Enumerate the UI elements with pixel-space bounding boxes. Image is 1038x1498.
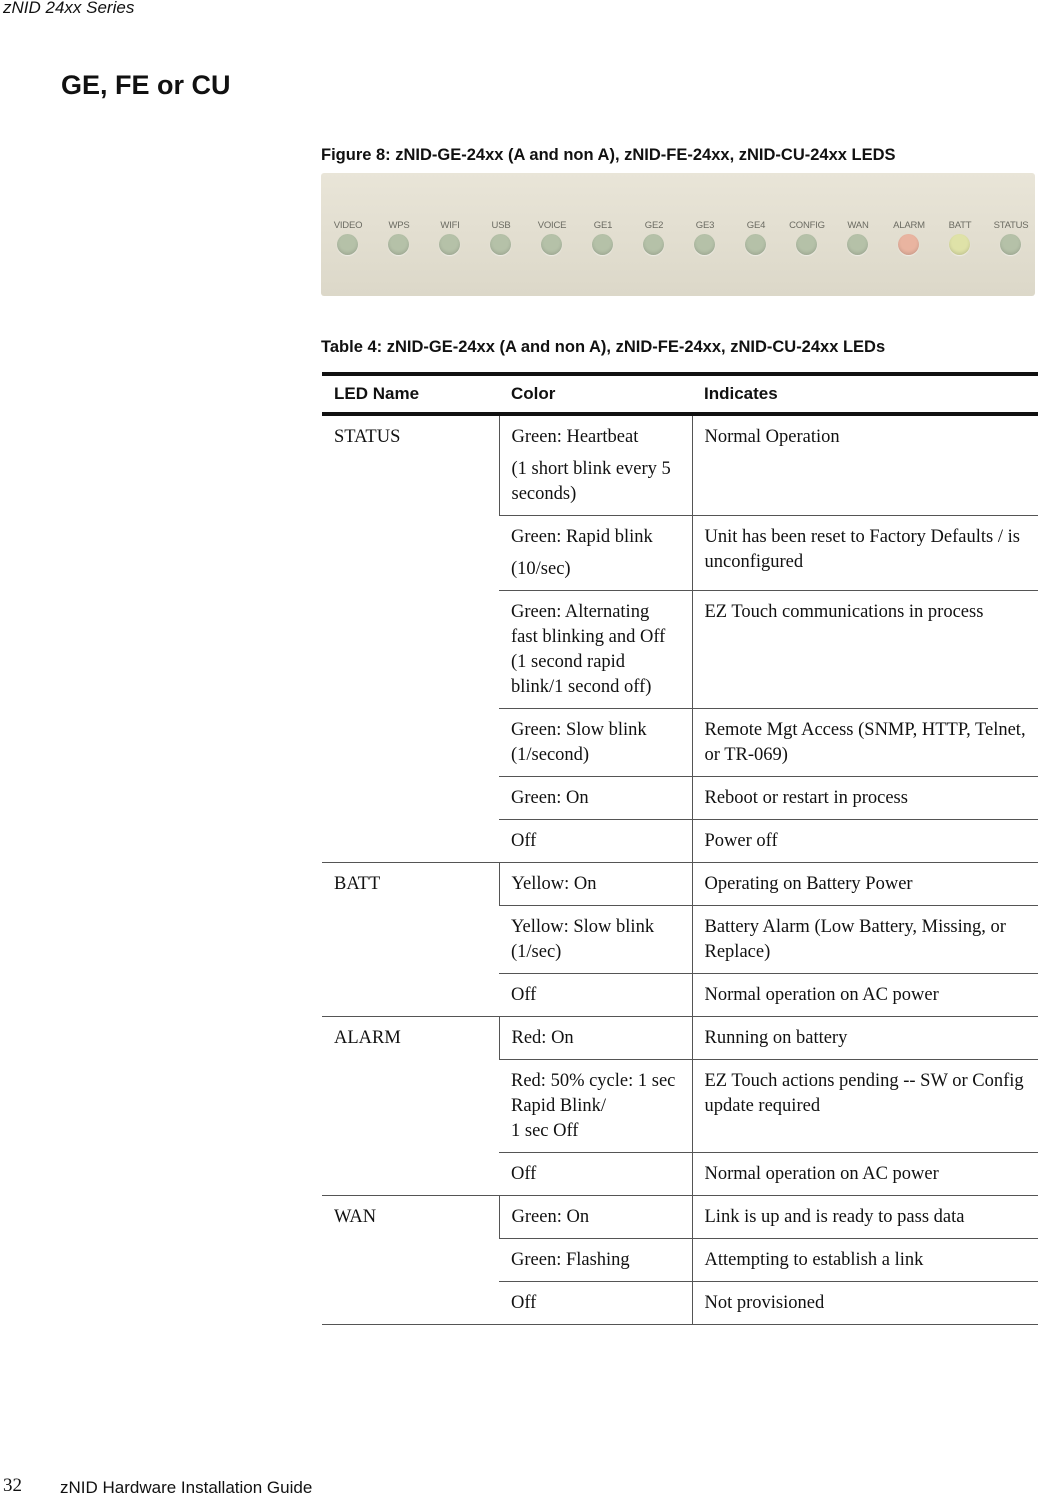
- indicates-cell: Running on battery: [692, 1017, 1038, 1060]
- led-label: GE3: [695, 220, 715, 231]
- led-name-cell: ALARM: [322, 1017, 499, 1196]
- indicates-cell: Normal operation on AC power: [692, 1153, 1038, 1196]
- color-cell: [499, 414, 692, 516]
- color-cell: [499, 591, 692, 709]
- footer-title: zNID Hardware Installation Guide: [60, 1478, 313, 1497]
- color-cell: [499, 777, 692, 820]
- led-indicator-icon: [694, 234, 715, 255]
- color-text: Yellow: Slow blink (1/sec): [511, 917, 655, 962]
- color-cell: [499, 1017, 692, 1060]
- led-indicator-icon: [1000, 234, 1021, 255]
- led-indicator-icon: [388, 234, 409, 255]
- color-cell: [499, 974, 692, 1017]
- indicates-cell: Operating on Battery Power: [692, 863, 1038, 906]
- led-label: WPS: [388, 220, 410, 231]
- led-indicator-icon: [541, 234, 562, 255]
- led-label: STATUS: [993, 220, 1029, 231]
- indicates-cell: Power off: [692, 820, 1038, 863]
- indicates-cell: Unit has been reset to Factory Defaults / is unconfigured: [692, 516, 1038, 591]
- led-label: CONFIG: [789, 220, 825, 231]
- led-name-cell: BATT: [322, 863, 499, 1017]
- led-label: WAN: [847, 220, 869, 231]
- color-text: Red: 50% cycle: 1 sec Rapid Blink/ 1 sec Off: [511, 1071, 676, 1141]
- color-subtext: (10/sec): [511, 559, 571, 579]
- led-status: [981, 173, 1038, 296]
- table-row: [322, 863, 1038, 906]
- color-cell: [499, 709, 692, 777]
- color-text: Green: Slow blink (1/second): [511, 720, 647, 765]
- table-row: [322, 1017, 1038, 1060]
- indicates-cell: Attempting to establish a link: [692, 1239, 1038, 1282]
- indicates-cell: Reboot or restart in process: [692, 777, 1038, 820]
- color-text: Green: On: [511, 1207, 590, 1227]
- header-color: Color: [499, 374, 692, 414]
- led-label: USB: [491, 220, 511, 231]
- color-cell: [499, 516, 692, 591]
- led-label: BATT: [948, 220, 972, 231]
- color-text: Off: [511, 985, 537, 1005]
- indicates-cell: Normal operation on AC power: [692, 974, 1038, 1017]
- led-label: VIDEO: [333, 220, 363, 231]
- indicates-cell: Normal Operation: [692, 414, 1038, 516]
- color-cell: [499, 820, 692, 863]
- led-label: GE4: [746, 220, 766, 231]
- color-text: Green: Alternating fast blinking and Off (1 second rapid blink/1 second off): [511, 602, 666, 697]
- running-header: zNID 24xx Series: [3, 0, 135, 17]
- section-title: GE, FE or CU: [61, 70, 231, 100]
- color-text: Off: [511, 1164, 537, 1184]
- color-cell: [499, 1282, 692, 1325]
- color-text: Green: Flashing: [511, 1250, 630, 1270]
- table-row: [322, 414, 1038, 516]
- page-number: 32: [3, 1475, 22, 1496]
- indicates-cell: EZ Touch communications in process: [692, 591, 1038, 709]
- led-indicator-icon: [439, 234, 460, 255]
- color-cell: [499, 1196, 692, 1239]
- led-indicator-icon: [337, 234, 358, 255]
- color-text: Red: On: [511, 1028, 574, 1048]
- table-row: [322, 1196, 1038, 1239]
- color-cell: [499, 1153, 692, 1196]
- indicates-cell: Link is up and is ready to pass data: [692, 1196, 1038, 1239]
- color-subtext: (1 short blink every 5 seconds): [511, 459, 671, 504]
- color-cell: [499, 863, 692, 906]
- led-indicator-icon: [745, 234, 766, 255]
- led-indicator-icon: [796, 234, 817, 255]
- led-indicator-icon: [847, 234, 868, 255]
- color-text: Green: On: [511, 788, 589, 808]
- indicates-cell: Battery Alarm (Low Battery, Missing, or Replace): [692, 906, 1038, 974]
- color-cell: [499, 906, 692, 974]
- header-led-name: LED Name: [322, 374, 499, 414]
- led-panel-figure: [321, 173, 1035, 296]
- led-label: GE1: [593, 220, 613, 231]
- color-text: Green: Heartbeat: [511, 427, 639, 447]
- indicates-cell: Remote Mgt Access (SNMP, HTTP, Telnet, or TR-069): [692, 709, 1038, 777]
- led-label: ALARM: [893, 220, 925, 231]
- table-header-row: [322, 374, 1038, 414]
- color-cell: [499, 1239, 692, 1282]
- indicates-cell: Not provisioned: [692, 1282, 1038, 1325]
- table-caption: Table 4: zNID-GE-24xx (A and non A), zNID-FE-24xx, zNID-CU-24xx LEDs: [321, 338, 886, 356]
- led-label: WIFI: [440, 220, 460, 231]
- led-name-cell: STATUS: [322, 414, 499, 863]
- led-indicator-icon: [490, 234, 511, 255]
- led-label: VOICE: [537, 220, 567, 231]
- led-indicator-icon: [592, 234, 613, 255]
- header-indicates: Indicates: [692, 374, 1038, 414]
- indicates-cell: EZ Touch actions pending -- SW or Config update required: [692, 1060, 1038, 1153]
- color-cell: [499, 1060, 692, 1153]
- led-label: GE2: [644, 220, 664, 231]
- color-text: Yellow: On: [511, 874, 597, 894]
- color-text: Off: [511, 831, 537, 851]
- led-indicator-icon: [643, 234, 664, 255]
- led-indicator-icon: [949, 234, 970, 255]
- color-text: Green: Rapid blink: [511, 527, 653, 547]
- led-table: [322, 372, 1038, 1325]
- color-text: Off: [511, 1293, 537, 1313]
- led-name-cell: WAN: [322, 1196, 499, 1325]
- figure-caption: Figure 8: zNID-GE-24xx (A and non A), zNID-FE-24xx, zNID-CU-24xx LEDS: [321, 146, 896, 164]
- led-indicator-icon: [898, 234, 919, 255]
